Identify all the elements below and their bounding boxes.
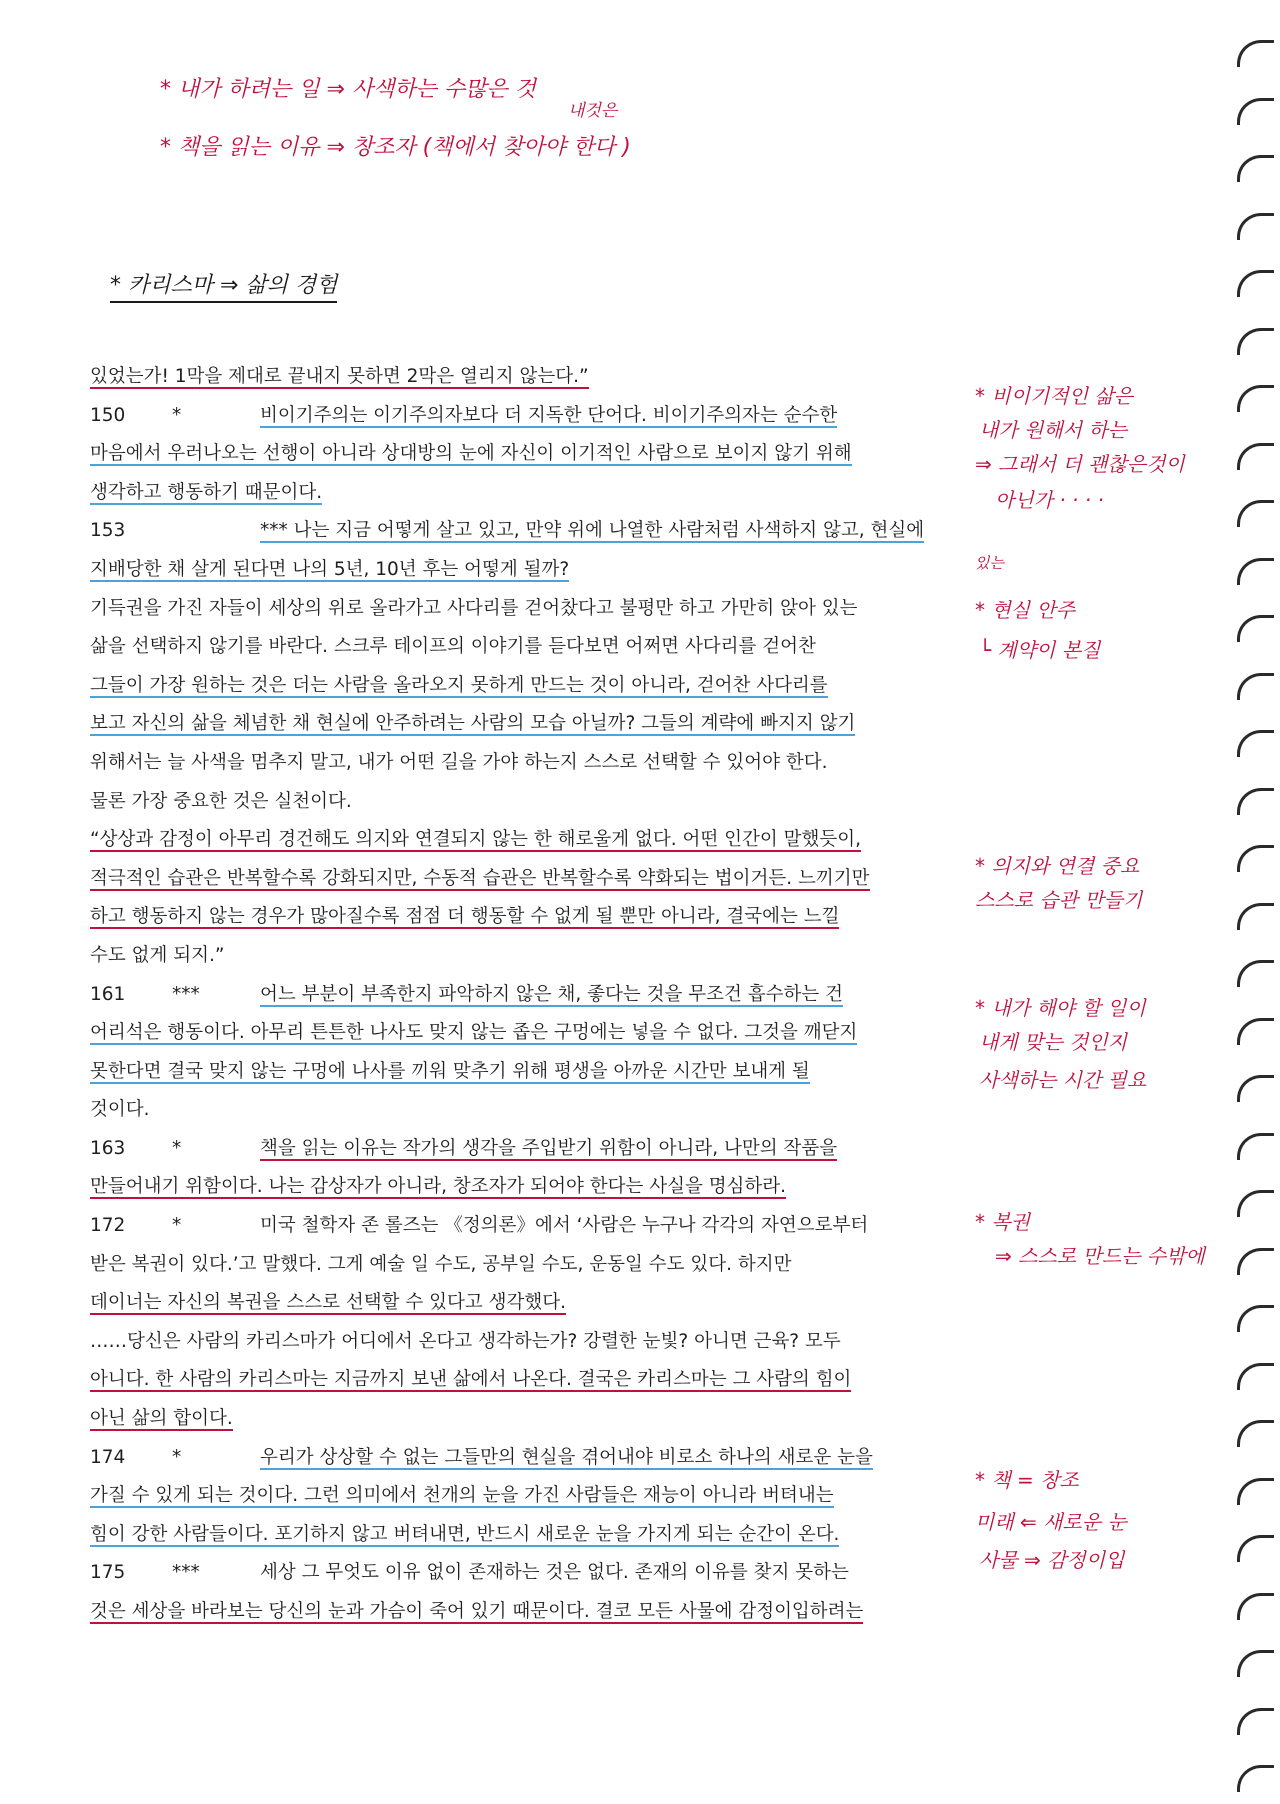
line-text: 가질 수 있게 되는 것이다. 그런 의미에서 천개의 눈을 가진 사람들은 재능이 아니라 버텨내는 — [90, 1485, 834, 1507]
line-text: 지배당한 채 살게 된다면 나의 5년, 10년 후는 어떻게 될까? — [90, 558, 570, 580]
line-text: 위해서는 늘 사색을 멈추지 말고, 내가 어떤 길을 가야 하는지 스스로 선택할 수 있어야 한다. — [90, 751, 828, 773]
text-line — [90, 1439, 970, 1478]
margin-note: 스스로 습관 만들기 — [975, 888, 1143, 912]
binder-ring — [1237, 443, 1274, 470]
paragraph-number: 150 — [90, 404, 126, 426]
margin-note: 사물 ⇒ 감정이입 — [979, 1548, 1125, 1572]
line-text: 적극적인 습관은 반복할수록 강화되지만, 수동적 습관은 반복할수록 약화되는 법이거든. 느끼기만 — [90, 867, 870, 889]
text-line — [90, 937, 970, 976]
line-text: 마음에서 우러나오는 선행이 아니라 상대방의 눈에 자신이 이기적인 사람으로 보이지 않기 위해 — [90, 443, 852, 465]
binder-ring — [1237, 673, 1274, 700]
margin-note: * 내가 해야 할 일이 — [975, 996, 1146, 1020]
binder-ring — [1237, 1133, 1274, 1160]
margin-note: * 비이기적인 삶은 — [975, 384, 1133, 408]
text-line — [90, 512, 970, 551]
line-text: ……당신은 사람의 카리스마가 어디에서 온다고 생각하는가? 강렬한 눈빛? 아니면 근육? 모두 — [90, 1330, 841, 1352]
line-text: 생각하고 행동하기 때문이다. — [90, 481, 323, 503]
binder-ring — [1237, 270, 1274, 297]
handwritten-note-1-aside: 내것은 — [568, 101, 618, 121]
binder-ring — [1237, 615, 1274, 642]
book-excerpt — [90, 358, 970, 1632]
text-line — [90, 1053, 970, 1092]
line-text: 세상 그 무엇도 이유 없이 존재하는 것은 없다. 존재의 이유를 찾지 못하는 — [260, 1562, 849, 1584]
binder-ring — [1237, 155, 1274, 182]
importance-mark: * — [172, 1446, 182, 1468]
binder-ring — [1237, 1075, 1274, 1102]
binder-ring — [1237, 98, 1274, 125]
binder-ring — [1237, 903, 1274, 930]
margin-note: 사색하는 시간 필요 — [979, 1068, 1147, 1092]
binder-ring — [1237, 845, 1274, 872]
line-text: 보고 자신의 삶을 체념한 채 현실에 안주하려는 사람의 모습 아닐까? 그들의 계략에 빠지지 않기 — [90, 713, 856, 735]
binder-ring — [1237, 1248, 1274, 1275]
margin-note: ⇒ 스스로 만드는 수밖에 — [995, 1244, 1205, 1268]
line-text: 아닌 삶의 합이다. — [90, 1408, 233, 1430]
line-text: 것이다. — [90, 1099, 150, 1121]
text-line — [90, 1168, 970, 1207]
line-text: 아니다. 한 사람의 카리스마는 지금까지 보낸 삶에서 나온다. 결국은 카리스마는 그 사람의 힘이 — [90, 1369, 852, 1391]
line-text: 어느 부분이 부족한지 파악하지 않은 채, 좋다는 것을 무조건 흡수하는 건 — [260, 983, 843, 1005]
importance-mark: *** — [172, 1562, 200, 1584]
text-line — [90, 1477, 970, 1516]
line-text: 수도 없게 되지.” — [90, 944, 225, 966]
handwritten-note-2: * 책을 읽는 이유 ⇒ 창조자 (책에서 찾아야 한다 ) — [160, 135, 631, 160]
binder-ring — [1237, 1018, 1274, 1045]
margin-note: 내가 원해서 하는 — [979, 418, 1127, 442]
line-text: 그들이 가장 원하는 것은 더는 사람을 올라오지 못하게 만드는 것이 아니라, 걷어찬 사다리를 — [90, 674, 828, 696]
margin-note: 아닌가 · · · · — [995, 488, 1104, 512]
binder-ring — [1237, 1363, 1274, 1390]
binder-ring — [1237, 730, 1274, 757]
line-text: *** 나는 지금 어떻게 살고 있고, 만약 위에 나열한 사람처럼 사색하지 않고, 현실에 — [260, 520, 925, 542]
paragraph-number: 153 — [90, 520, 126, 542]
text-line — [90, 397, 970, 436]
line-text: 책을 읽는 이유는 작가의 생각을 주입받기 위함이 아니라, 나만의 작품을 — [260, 1137, 838, 1159]
importance-mark: *** — [172, 983, 200, 1005]
line-text: 미국 철학자 존 롤즈는 《정의론》에서 ‘사람은 누구나 각각의 자연으로부터 — [260, 1215, 869, 1237]
text-line — [90, 358, 970, 397]
text-line — [90, 1323, 970, 1362]
text-line — [90, 821, 970, 860]
text-line — [90, 1130, 970, 1169]
text-line — [90, 1554, 970, 1593]
text-line — [90, 628, 970, 667]
line-text: 못한다면 결국 맞지 않는 구멍에 나사를 끼워 맞추기 위해 평생을 아까운 시간만 보내게 될 — [90, 1060, 810, 1082]
margin-notes — [975, 380, 1205, 1680]
line-text: 우리가 상상할 수 없는 그들만의 현실을 겪어내야 비로소 하나의 새로운 눈을 — [260, 1446, 873, 1468]
text-line — [90, 976, 970, 1015]
line-text: 만들어내기 위함이다. 나는 감상자가 아니라, 창조자가 되어야 한다는 사실을 명심하라. — [90, 1176, 787, 1198]
line-text: “상상과 감정이 아무리 경건해도 의지와 연결되지 않는 한 해로울게 없다. 어떤 인간이 말했듯이, — [90, 829, 862, 851]
margin-note: 있는 — [975, 554, 1004, 572]
margin-note: ⇒ 그래서 더 괜찮은것이 — [975, 452, 1185, 476]
text-line — [90, 590, 970, 629]
text-line — [90, 1400, 970, 1439]
binder-ring — [1237, 1305, 1274, 1332]
text-line — [90, 667, 970, 706]
margin-note: 미래 ⇐ 새로운 눈 — [975, 1510, 1127, 1534]
binder-ring — [1237, 500, 1274, 527]
line-text: 하고 행동하지 않는 경우가 많아질수록 점점 더 행동할 수 없게 될 뿐만 아니라, 결국에는 느낄 — [90, 906, 840, 928]
line-text: 데이너는 자신의 복권을 스스로 선택할 수 있다고 생각했다. — [90, 1292, 566, 1314]
importance-mark: * — [172, 1137, 182, 1159]
binder-ring — [1237, 960, 1274, 987]
handwritten-heading-note: * 카리스마 ⇒ 삶의 경험 — [110, 268, 337, 303]
binder-ring — [1237, 1765, 1274, 1792]
importance-mark: * — [172, 1215, 182, 1237]
handwritten-note-1: * 내가 하려는 일 ⇒ 사색하는 수많은 것 — [160, 77, 536, 102]
line-text: 있었는가! 1막을 제대로 끝내지 못하면 2막은 열리지 않는다.” — [90, 366, 589, 387]
line-text: 물론 가장 중요한 것은 실천이다. — [90, 790, 352, 812]
line-text: 삶을 선택하지 않기를 바란다. 스크루 테이프의 이야기를 듣다보면 어쩌면 사다리를 걷어찬 — [90, 636, 816, 658]
importance-mark: * — [172, 404, 182, 426]
margin-note: * 현실 안주 — [975, 598, 1075, 622]
text-line — [90, 783, 970, 822]
line-text: 비이기주의는 이기주의자보다 더 지독한 단어다. 비이기주의자는 순수한 — [260, 404, 838, 426]
binder-ring — [1237, 1650, 1274, 1677]
margin-note: └ 계약이 본질 — [979, 638, 1101, 662]
text-line — [90, 1361, 970, 1400]
text-line — [90, 435, 970, 474]
text-line — [90, 551, 970, 590]
text-line — [90, 1516, 970, 1555]
paragraph-number: 175 — [90, 1562, 126, 1584]
paragraph-number: 163 — [90, 1137, 126, 1159]
binder-ring — [1237, 213, 1274, 240]
binder-ring — [1237, 558, 1274, 585]
binder-ring — [1237, 1593, 1274, 1620]
margin-note: 내게 맞는 것인지 — [979, 1030, 1127, 1054]
text-line — [90, 744, 970, 783]
text-line — [90, 1593, 970, 1632]
text-line — [90, 1207, 970, 1246]
binder-ring — [1237, 40, 1274, 67]
binder-ring — [1237, 1478, 1274, 1505]
binder-ring — [1237, 788, 1274, 815]
line-text: 기득권을 가진 자들이 세상의 위로 올라가고 사다리를 걷어찼다고 불평만 하고 가만히 앉아 있는 — [90, 597, 858, 619]
paragraph-number: 174 — [90, 1446, 126, 1468]
text-line — [90, 1014, 970, 1053]
binder-ring — [1237, 1420, 1274, 1447]
binder-ring — [1237, 328, 1274, 355]
margin-note: * 복권 — [975, 1210, 1030, 1234]
binder-ring — [1237, 1708, 1274, 1735]
binder-ring — [1237, 1535, 1274, 1562]
text-line — [90, 898, 970, 937]
binder-rings — [1220, 0, 1280, 1804]
paragraph-number: 161 — [90, 983, 126, 1005]
text-line — [90, 1091, 970, 1130]
binder-ring — [1237, 385, 1274, 412]
line-text: 받은 복권이 있다.’고 말했다. 그게 예술 일 수도, 공부일 수도, 운동일 수도 있다. 하지만 — [90, 1253, 792, 1275]
line-text: 힘이 강한 사람들이다. 포기하지 않고 버텨내면, 반드시 새로운 눈을 가지게 되는 순간이 온다. — [90, 1523, 840, 1545]
binder-ring — [1237, 1190, 1274, 1217]
text-line — [90, 860, 970, 899]
margin-note: * 의지와 연결 중요 — [975, 854, 1140, 878]
text-line — [90, 1246, 970, 1285]
paragraph-number: 172 — [90, 1215, 126, 1237]
line-text: 것은 세상을 바라보는 당신의 눈과 가슴이 죽어 있기 때문이다. 결코 모든 사물에 감정이입하려는 — [90, 1601, 864, 1622]
text-line — [90, 705, 970, 744]
text-line — [90, 474, 970, 513]
line-text: 어리석은 행동이다. 아무리 튼튼한 나사도 맞지 않는 좁은 구멍에는 넣을 수 없다. 그것을 깨닫지 — [90, 1022, 858, 1044]
text-line — [90, 1284, 970, 1323]
margin-note: * 책 = 창조 — [975, 1468, 1079, 1492]
